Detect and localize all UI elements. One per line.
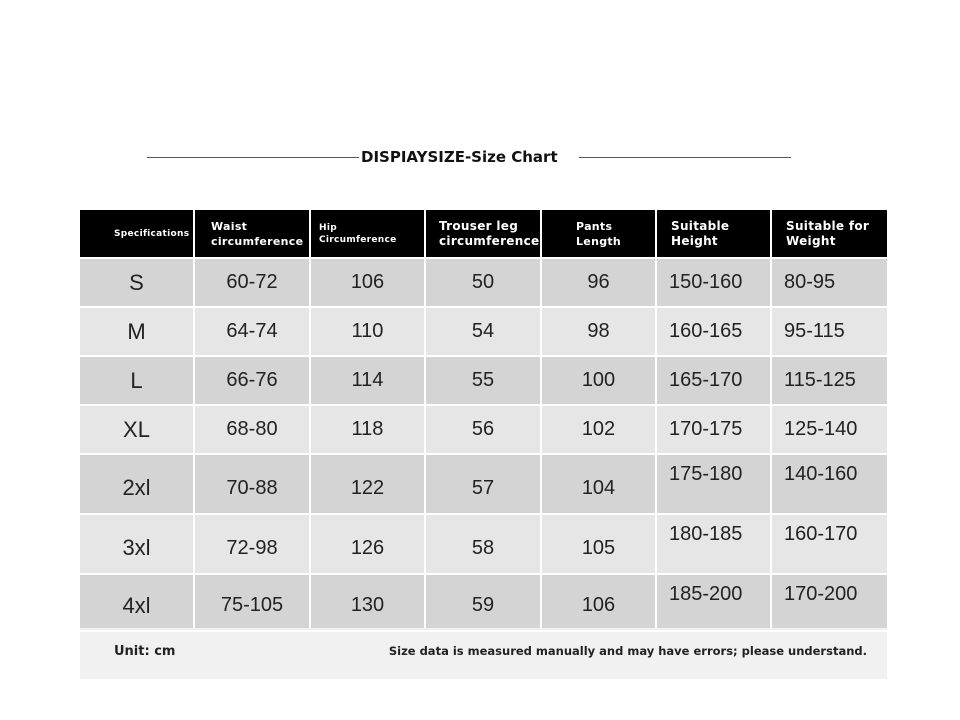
table-row: [80, 355, 887, 404]
table-row: [80, 404, 887, 453]
table-body: [80, 257, 887, 628]
trouser-leg-cell: 57: [426, 455, 542, 513]
weight-cell: 80-95: [784, 271, 836, 293]
trouser-leg-cell: 55: [426, 357, 542, 404]
weight-cell: 170-200: [784, 583, 858, 605]
trouser-leg-cell: 50: [426, 259, 542, 306]
header-suitable-height: Suitable Height: [657, 210, 772, 257]
table-row: [80, 513, 887, 573]
title-divider-left: [147, 157, 359, 158]
table-footer: [80, 630, 887, 679]
waist-cell: 68-80: [195, 406, 311, 453]
hip-cell: 126: [311, 515, 426, 573]
pants-length-cell: 98: [542, 308, 657, 355]
header-trouser-leg: Trouser leg circumference: [426, 210, 542, 257]
trouser-leg-cell: 59: [426, 575, 542, 628]
table-row: [80, 573, 887, 628]
pants-length-cell: 100: [542, 357, 657, 404]
trouser-leg-cell: 54: [426, 308, 542, 355]
height-cell: 170-175: [657, 406, 772, 453]
header-specifications: Specifications: [80, 210, 195, 257]
size-chart-table: [80, 210, 887, 679]
pants-length-cell: 106: [542, 575, 657, 628]
size-cell: S: [80, 259, 195, 306]
weight-cell: 95-115: [784, 320, 845, 342]
size-cell: 2xl: [80, 455, 195, 513]
height-cell: 185-200: [657, 575, 772, 628]
size-cell: 3xl: [80, 515, 195, 573]
size-cell: L: [80, 357, 195, 404]
hip-cell: 118: [311, 406, 426, 453]
weight-cell: 160-170: [784, 523, 858, 545]
unit-label: Unit: cm: [114, 644, 176, 659]
size-cell: M: [80, 308, 195, 355]
trouser-leg-cell: 56: [426, 406, 542, 453]
waist-cell: 60-72: [195, 259, 311, 306]
height-cell: 150-160: [657, 259, 772, 306]
header-pants-length: Pants Length: [542, 210, 657, 257]
hip-cell: 114: [311, 357, 426, 404]
size-cell: XL: [80, 406, 195, 453]
hip-cell: 122: [311, 455, 426, 513]
pants-length-cell: 96: [542, 259, 657, 306]
height-cell: 180-185: [657, 515, 772, 573]
header-suitable-weight: Suitable for Weight: [786, 218, 870, 248]
hip-cell: 130: [311, 575, 426, 628]
size-cell: 4xl: [80, 575, 195, 628]
trouser-leg-cell: 58: [426, 515, 542, 573]
page-title: DISPIAYSIZE-Size Chart: [361, 144, 577, 170]
hip-cell: 110: [311, 308, 426, 355]
weight-cell: 115-125: [784, 369, 856, 391]
table-row: [80, 306, 887, 355]
hip-cell: 106: [311, 259, 426, 306]
chart-title-bar: [147, 142, 791, 172]
height-cell: 160-165: [657, 308, 772, 355]
weight-cell: 140-160: [784, 463, 858, 485]
pants-length-cell: 102: [542, 406, 657, 453]
pants-length-cell: 105: [542, 515, 657, 573]
waist-cell: 66-76: [195, 357, 311, 404]
table-header-row: [80, 210, 887, 257]
waist-cell: 72-98: [195, 515, 311, 573]
header-waist: Waist circumference: [195, 210, 311, 257]
waist-cell: 75-105: [195, 575, 311, 628]
height-cell: 165-170: [657, 357, 772, 404]
header-hip: Hip Circumference: [311, 210, 426, 257]
pants-length-cell: 104: [542, 455, 657, 513]
waist-cell: 64-74: [195, 308, 311, 355]
title-divider-right: [579, 157, 791, 158]
measurement-note: Size data is measured manually and may have errors; please understand.: [388, 644, 867, 658]
weight-cell: 125-140: [784, 418, 858, 440]
waist-cell: 70-88: [195, 455, 311, 513]
table-row: [80, 453, 887, 513]
height-cell: 175-180: [657, 455, 772, 513]
table-row: [80, 257, 887, 306]
